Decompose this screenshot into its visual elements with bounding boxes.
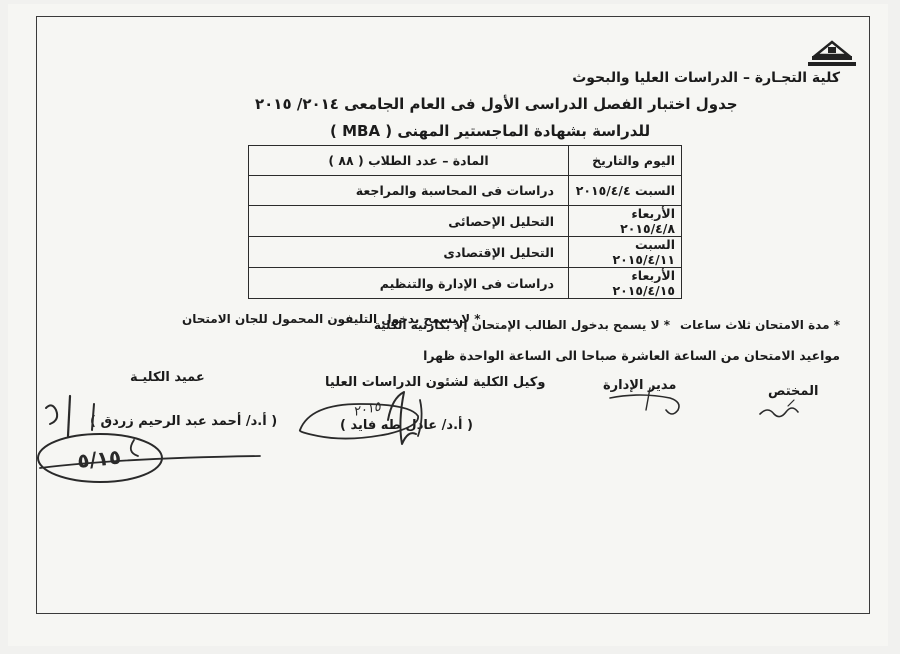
header-day: اليوم والتاريخ: [569, 146, 682, 176]
specialist-signature: [760, 408, 798, 417]
row-day: السبت ٢٠١٥/٤/١١: [569, 237, 682, 268]
row-day: الأربعاء ٢٠١٥/٤/٨: [569, 206, 682, 237]
note-id-card: * لا يسمح بدخول الطالب الإمتحان إلا بكارنيه الكلية: [373, 318, 670, 332]
row-day: السبت ٢٠١٥/٤/٤: [569, 176, 682, 206]
vice-dean-label: وكيل الكلية لشئون الدراسات العليا: [325, 375, 546, 390]
specialist-label: المختص: [768, 384, 819, 399]
vice-dean-name: ( أ.د/ عادل طه فايد ): [340, 418, 473, 433]
row-subject: التحليل الإقتصادى: [249, 237, 569, 268]
header-subject: المادة – عدد الطلاب ( ٨٨ ): [249, 146, 569, 176]
college-name: كلية التجـارة – الدراسات العليا والبحوث: [572, 70, 840, 86]
row-subject: دراسات فى الإدارة والتنظيم: [249, 268, 569, 299]
document-title: جدول اختبار الفصل الدراسى الأول فى العام الجامعى ٢٠١٤/ ٢٠١٥: [255, 95, 738, 113]
vice-dean-handwritten-year: ٢٠١٥: [351, 399, 383, 420]
row-subject: دراسات فى المحاسبة والمراجعة: [249, 176, 569, 206]
note-phone: * لا يسمح بدخول التليفون المحمول للجان الامتحان: [182, 312, 481, 326]
exam-times: مواعيد الامتحان من الساعة العاشرة صباحا الى الساعة الواحدة ظهرا: [423, 348, 840, 363]
row-subject: التحليل الإحصائى: [249, 206, 569, 237]
row-day: الأربعاء ٢٠١٥/٤/١٥: [569, 268, 682, 299]
dean-name: ( أ.د/ أحمد عبد الرحيم زردق ): [90, 414, 278, 429]
note-duration: * مدة الامتحان ثلاث ساعات: [680, 318, 840, 332]
dean-handwritten-mark: ٥/١٥: [76, 444, 123, 473]
admin-manager-label: مدير الإدارة: [603, 378, 677, 393]
dean-label: عميد الكليـة: [130, 370, 205, 385]
admin-manager-signature: [610, 395, 679, 414]
program-title: للدراسة بشهادة الماجستير المهنى ( MBA ): [330, 122, 651, 140]
